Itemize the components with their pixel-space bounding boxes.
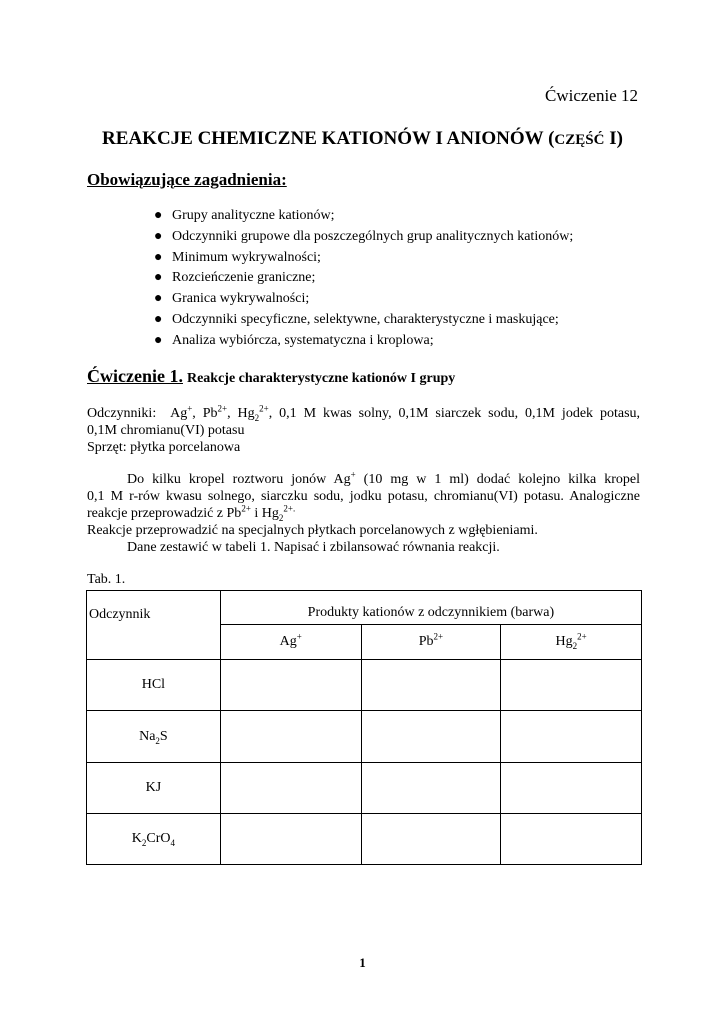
answer-cell[interactable] [361,814,501,865]
reagent-column-header: Odczynnik [87,591,221,660]
list-item: ● Minimum wykrywalności; [150,248,573,269]
answer-cell[interactable] [361,660,501,711]
procedure-line-1: Do kilku kropel roztworu jonów Ag+ (10 mg w 1 ml) dodać kolejno kilka kropel [127,469,640,487]
answer-cell[interactable] [220,814,361,865]
list-item: ● Grupy analityczne kationów; [150,206,573,227]
ag-column-header: Ag+ [220,625,361,660]
table-row [87,660,642,711]
procedure-line-3: reakcje przeprowadzić z $Pb^{2+}$ i $Hg_2^{2+.}$ [87,503,296,523]
answer-cell[interactable] [220,660,361,711]
exercise-heading [87,366,455,387]
list-item: ● Granica wykrywalności; [150,289,573,310]
bullet-icon: ● [154,228,163,244]
products-group-header: Produkty kationów z odczynnikiem (barwa) [220,591,641,625]
answer-cell[interactable] [501,711,642,763]
answer-cell[interactable] [220,763,361,814]
reagents-line-1: Odczynniki: Ag+, $Pb^{2+}$, $Hg_2^{2+}$, 0,1 M kwas solny, 0,1M siarczek sodu, 0,1M jodek potasu, [87,403,641,423]
pb-column-header: $Pb^{2+}$ [361,625,501,660]
answer-cell[interactable] [361,763,501,814]
bullet-icon: ● [154,270,163,286]
answer-cell[interactable] [501,814,642,865]
reagent-cell: HCl [87,660,221,711]
list-item: ● Odczynniki grupowe dla poszczególnych grup analitycznych kationów; [150,227,573,248]
title-main: REAKCJE CHEMICZNE KATIONÓW I ANIONÓW ( [102,128,555,149]
answer-cell[interactable] [501,763,642,814]
topics-heading: Obowiązujące zagadnienia: [87,170,287,189]
answer-cell[interactable] [220,711,361,763]
procedure-line-4: Reakcje przeprowadzić na specjalnych płytkach porcelanowych z wgłębieniami. [87,523,538,538]
hg-column-header: $Hg_2^{2+}$ [501,625,642,660]
exercise-description: Reakcje charakterystyczne kationów I grupy [186,371,456,386]
page-number: 1 [359,955,366,970]
title-small-caps: CZĘŚĆ [554,132,605,148]
table-row [87,763,642,814]
exercise-number-label: Ćwiczenie 12 [545,86,638,105]
reagent-cell: KJ [87,763,221,814]
exercise-number: Ćwiczenie 1. [87,366,183,386]
bullet-icon: ● [154,249,163,265]
bullet-icon: ● [154,208,163,223]
equipment-line: Sprzęt: płytka porcelanowa [87,440,241,455]
topics-list [150,206,573,352]
list-item: ● Rozcieńczenie graniczne; [150,268,573,289]
table-row [87,711,642,763]
table-row [87,814,642,865]
bullet-icon: ● [154,291,163,307]
list-item: ● Odczynniki specyficzne, selektywne, charakterystyczne i maskujące; [150,310,573,331]
answer-cell[interactable] [361,711,501,763]
reagents-line-2: 0,1M chromianu(VI) potasu [87,423,245,438]
reagent-cell: $K_2CrO_4$ [87,814,221,865]
procedure-line-2: 0,1 M r-rów kwasu solnego, siarczku sodu, jodku potasu, chromianu(VI) potasu. Analogiczne [87,489,640,504]
reagent-cell: $Na_2S$ [87,711,221,763]
table-label: Tab. 1. [87,572,126,587]
table-header-row [87,591,642,625]
answer-cell[interactable] [501,660,642,711]
bullet-icon: ● [154,332,163,348]
list-item: ● Analiza wybiórcza, systematyczna i kroplowa; [150,331,573,352]
results-table [86,590,642,865]
title-end: I) [604,128,623,149]
page-title [0,128,725,150]
procedure-line-5: Dane zestawić w tabeli 1. Napisać i zbilansować równania reakcji. [127,540,500,555]
bullet-icon: ● [154,311,163,327]
